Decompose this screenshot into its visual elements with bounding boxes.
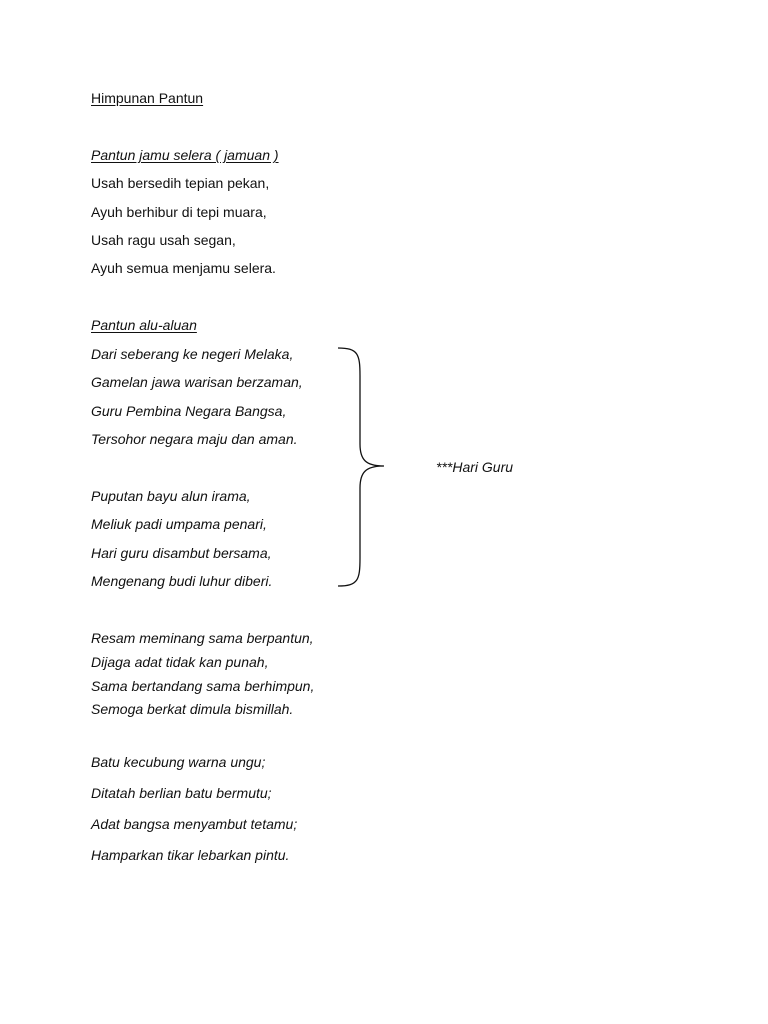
poem-line: Dijaga adat tidak kan punah,	[91, 654, 269, 670]
document-title: Himpunan Pantun	[91, 90, 204, 106]
poem-line: Ditatah berlian batu bermutu;	[91, 785, 272, 801]
poem-line: Guru Pembina Negara Bangsa,	[91, 403, 287, 419]
poem-line: Tersohor negara maju dan aman.	[91, 431, 298, 447]
poem-line: Usah bersedih tepian pekan,	[91, 175, 270, 191]
curly-brace-icon	[336, 346, 388, 588]
poem-line: Mengenang budi luhur diberi.	[91, 573, 273, 589]
poem-line: Gamelan jawa warisan berzaman,	[91, 374, 303, 390]
poem-line: Semoga berkat dimula bismillah.	[91, 701, 294, 717]
section-heading-alu-aluan: Pantun alu-aluan	[91, 317, 197, 333]
poem-line: Dari seberang ke negeri Melaka,	[91, 346, 294, 362]
poem-line: Ayuh berhibur di tepi muara,	[91, 204, 267, 220]
poem-line: Puputan bayu alun irama,	[91, 488, 251, 504]
poem-line: Hamparkan tikar lebarkan pintu.	[91, 847, 290, 863]
section-heading-jamu-selera: Pantun jamu selera ( jamuan )	[91, 147, 279, 163]
poem-line: Ayuh semua menjamu selera.	[91, 260, 276, 276]
poem-line: Adat bangsa menyambut tetamu;	[91, 816, 298, 832]
poem-line: Sama bertandang sama berhimpun,	[91, 678, 315, 694]
poem-line: Meliuk padi umpama penari,	[91, 516, 267, 532]
poem-line: Resam meminang sama berpantun,	[91, 630, 314, 646]
hari-guru-note: ***Hari Guru	[436, 459, 514, 475]
poem-line: Batu kecubung warna ungu;	[91, 754, 266, 770]
poem-line: Hari guru disambut bersama,	[91, 545, 272, 561]
poem-line: Usah ragu usah segan,	[91, 232, 236, 248]
